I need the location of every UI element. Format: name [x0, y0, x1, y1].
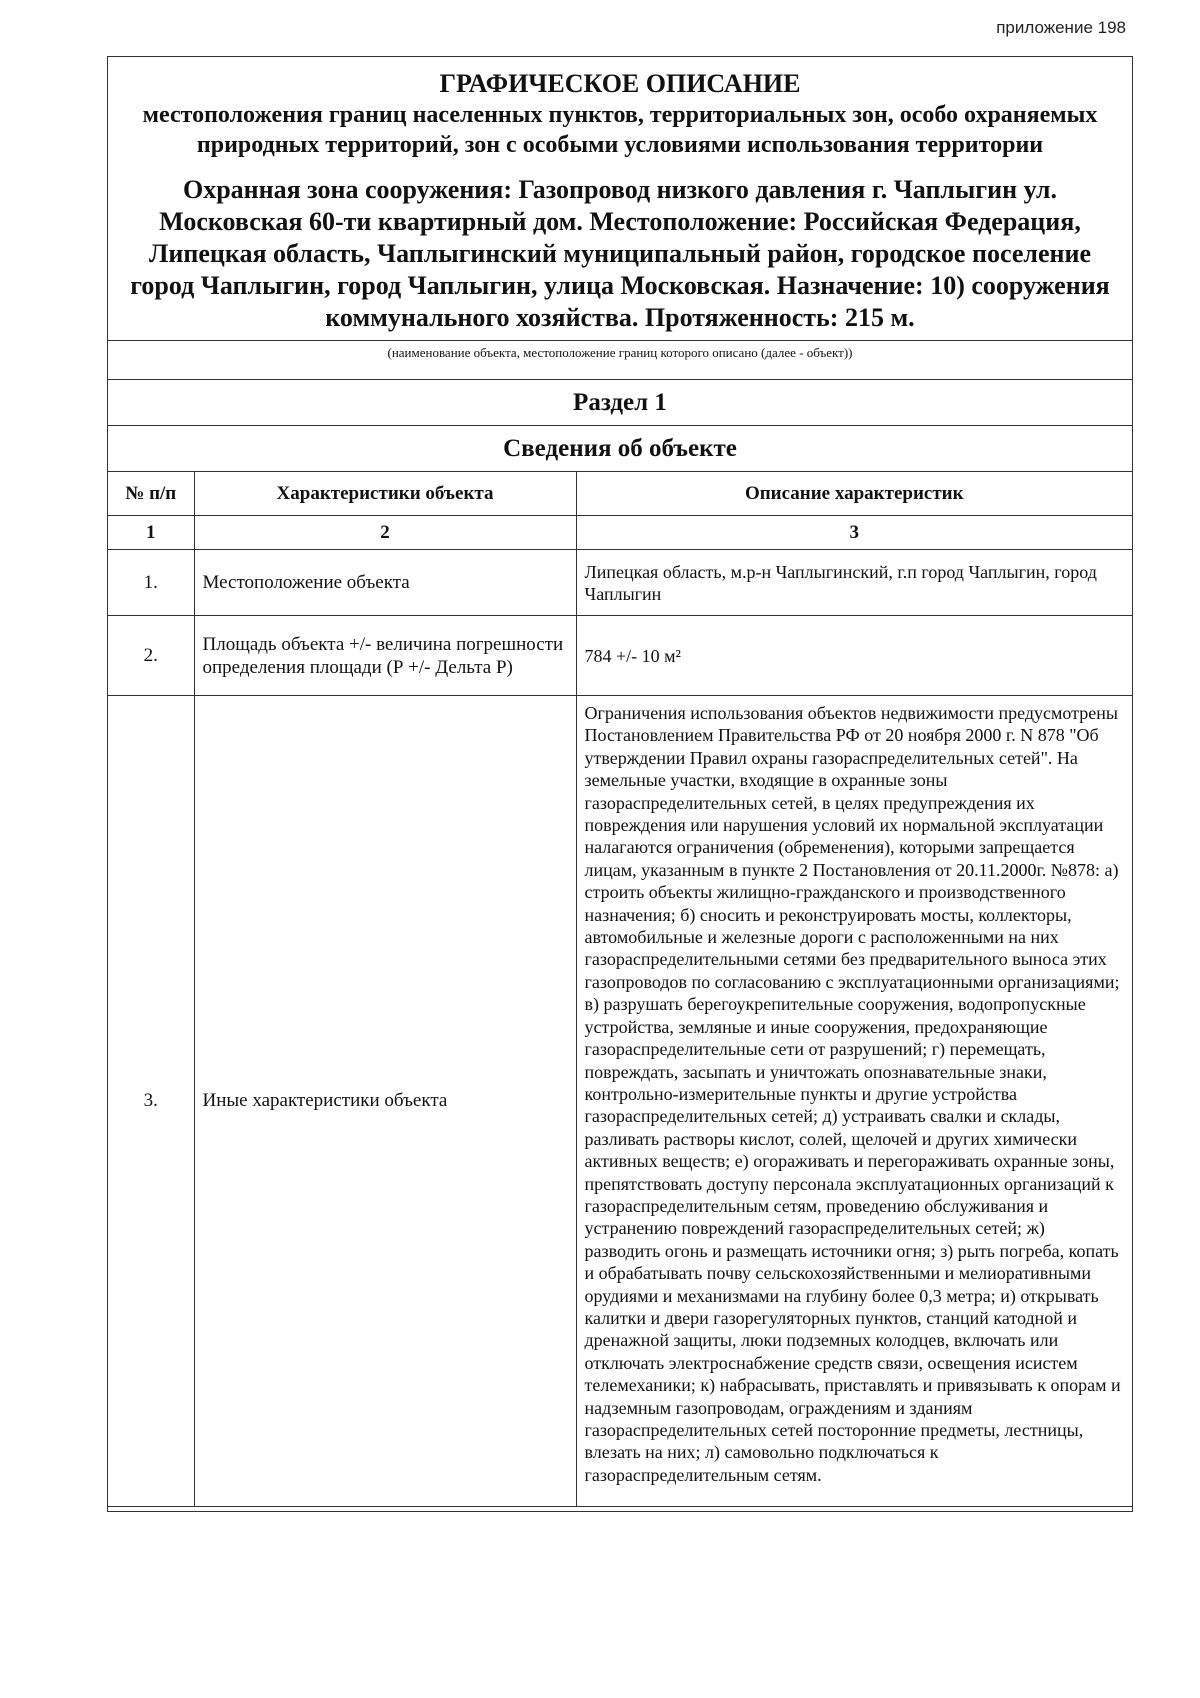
document-title: ГРАФИЧЕСКОЕ ОПИСАНИЕ — [439, 69, 801, 98]
document-header — [108, 57, 1132, 340]
row-number: 1. — [108, 550, 194, 616]
column-number-row — [108, 516, 1132, 550]
table-row — [108, 616, 1132, 696]
section-subtitle: Сведения об объекте — [108, 425, 1132, 471]
table-row — [108, 696, 1132, 1507]
appendix-label: приложение 198 — [996, 18, 1126, 37]
table-header-row — [108, 472, 1132, 516]
column-number-1: 1 — [108, 516, 194, 550]
section-title: Раздел 1 — [108, 379, 1132, 425]
column-number-3: 3 — [576, 516, 1132, 550]
row-number: 2. — [108, 616, 194, 696]
bottom-rule — [108, 1506, 1132, 1511]
row-description: Липецкая область, м.р-н Чаплыгинский, г.п город Чаплыгин, город Чаплыгин — [576, 550, 1132, 616]
document-subtitle: местоположения границ населенных пунктов, территориальных зон, особо охраняемых природных территорий, зон с особыми условиями использования территории — [142, 102, 1098, 158]
table-row — [108, 550, 1132, 616]
header-characteristic: Характеристики объекта — [194, 472, 576, 516]
row-characteristic: Иные характеристики объекта — [194, 696, 576, 1507]
row-description: 784 +/- 10 м² — [576, 616, 1132, 696]
object-description: Охранная зона сооружения: Газопровод низкого давления г. Чаплыгин ул. Московская 60-ти квартирный дом. Местоположение: Российская Федерация, Липецкая область, Чаплыгинский муниципальный район, городское поселение город Чаплыгин, город Чаплыгин, улица Московская. Назначение: 10) сооружения коммунального хозяйства. Протяженность: 215 м. — [130, 175, 1110, 332]
column-number-2: 2 — [194, 516, 576, 550]
object-info-table — [108, 471, 1132, 1506]
document-frame — [107, 56, 1133, 1512]
object-name-note: (наименование объекта, местоположение границ которого описано (далее - объект)) — [108, 340, 1132, 379]
header-description: Описание характеристик — [576, 472, 1132, 516]
row-number: 3. — [108, 696, 194, 1507]
row-description: Ограничения использования объектов недвижимости предусмотрены Постановлением Правительства РФ от 20 ноября 2000 г. N 878 "Об утверждении Правил охраны газораспределительных сетей". На земельные участки, входящие в охранные зоны газораспределительных сетей, в целях предупреждения их повреждения или нарушения условий их нормальной эксплуатации налагаются ограничения (обременения), которыми запрещается лицам, указанным в пункте 2 Постановления от 20.11.2000г. №878: а) строить объекты жилищно-гражданского и производственного назначения; б) сносить и реконструировать мосты, коллекторы, автомобильные и железные дороги с расположенными на них газораспределительными сетями без предварительного выноса этих газопроводов по согласованию с эксплуатационными организациями; в) разрушать берегоукрепительные сооружения, водопропускные устройства, земляные и иные сооружения, предохраняющие газораспределительные сети от разрушений; г) перемещать, повреждать, засыпать и уничтожать опознавательные знаки, контрольно-измерительные пункты и другие устройства газораспределительных сетей; д) устраивать свалки и склады, разливать растворы кислот, солей, щелочей и других химически активных веществ; е) огораживать и перегораживать охранные зоны, препятствовать доступу персонала эксплуатационных организаций к газораспределительным сетям, проведению обслуживания и устранению повреждений газораспределительных сетей; ж) разводить огонь и размещать источники огня; з) рыть погреба, копать и обрабатывать почву сельскохозяйственными и мелиоративными орудиями и механизмами на глубину более 0,3 метра; и) открывать калитки и двери газорегуляторных пунктов, станций катодной и дренажной защиты, люки подземных колодцев, включать или отключать электроснабжение средств связи, освещения исистем телемеханики; к) набрасывать, приставлять и привязывать к опорам и надземным газопроводам, ограждениям и зданиям газораспределительных сетей посторонние предметы, лестницы, влезать на них; л) самовольно подключаться к газораспределительным сетям. — [576, 696, 1132, 1507]
row-characteristic: Местоположение объекта — [194, 550, 576, 616]
row-characteristic: Площадь объекта +/- величина погрешности определения площади (Р +/- Дельта Р) — [194, 616, 576, 696]
header-number: № п/п — [108, 472, 194, 516]
